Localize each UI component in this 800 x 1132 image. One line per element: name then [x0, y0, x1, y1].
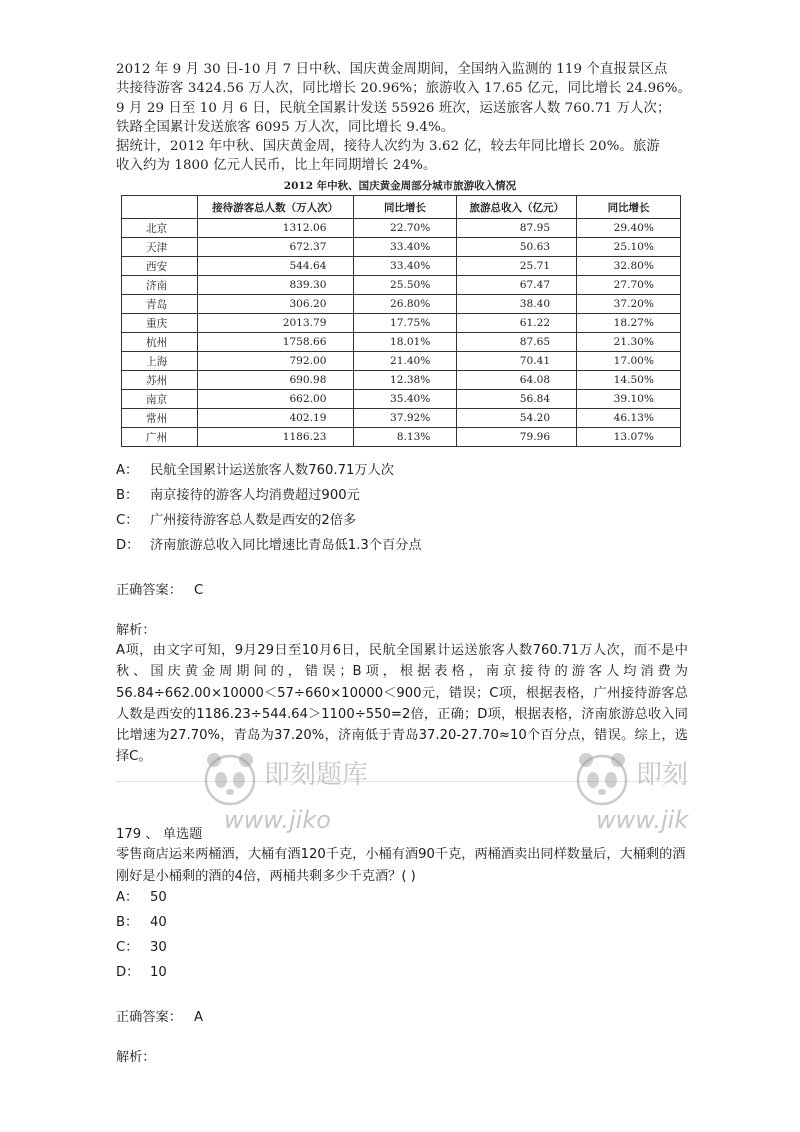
data-table: [121, 195, 681, 447]
table-row: [122, 276, 681, 295]
value-cell: 32.80%: [577, 257, 681, 276]
value-cell: 18.27%: [577, 314, 681, 333]
passage-line: 9 月 29 日至 10 月 6 日，民航全国累计发送 55926 班次，运送旅客人数 760.71 万人次；: [116, 100, 671, 116]
answer-label: 正确答案：: [116, 1010, 182, 1025]
value-cell: 21.30%: [577, 333, 681, 352]
passage-line: 铁路全国累计发送旅客 6095 万人次，同比增长 9.4%。: [116, 119, 455, 135]
value-cell: 67.47: [457, 276, 577, 295]
value-cell: 662.00: [197, 390, 353, 409]
city-cell: 重庆: [122, 314, 198, 333]
option-label: C：: [116, 513, 139, 528]
value-cell: 38.40: [457, 295, 577, 314]
table-row: [122, 314, 681, 333]
value-cell: 17.00%: [577, 352, 681, 371]
table-row: [122, 238, 681, 257]
option-text: 民航全国累计运送旅客人数760.71万人次: [150, 463, 394, 478]
watermark-brand: 即刻题库: [264, 760, 369, 790]
option-a[interactable]: [116, 888, 167, 908]
question-number: 179: [116, 827, 142, 842]
option-d[interactable]: [116, 963, 167, 983]
option-label: B：: [116, 915, 139, 930]
table-row: [122, 352, 681, 371]
correct-answer: [116, 1006, 203, 1025]
city-cell: 杭州: [122, 333, 198, 352]
table-header-cell: 同比增长: [353, 196, 457, 219]
table-header-cell: 同比增长: [577, 196, 681, 219]
value-cell: 87.95: [457, 219, 577, 238]
value-cell: 33.40%: [353, 238, 457, 257]
value-cell: 46.13%: [577, 409, 681, 428]
passage-line: 2012 年 9 月 30 日-10 月 7 日中秋、国庆黄金周期间，全国纳入监测的 119 个直报景区点: [116, 62, 668, 77]
city-cell: 南京: [122, 390, 198, 409]
city-cell: 西安: [122, 257, 198, 276]
value-cell: 18.01%: [353, 333, 457, 352]
value-cell: 29.40%: [577, 219, 681, 238]
value-cell: 14.50%: [577, 371, 681, 390]
city-cell: 北京: [122, 219, 198, 238]
value-cell: 792.00: [197, 352, 353, 371]
value-cell: 37.20%: [577, 295, 681, 314]
city-cell: 苏州: [122, 371, 198, 390]
option-d[interactable]: [116, 536, 422, 556]
option-c[interactable]: [116, 511, 356, 531]
value-cell: 690.98: [197, 371, 353, 390]
value-cell: 12.38%: [353, 371, 457, 390]
analysis-label: 解析：: [116, 623, 156, 638]
value-cell: 50.63: [457, 238, 577, 257]
answer-label: 正确答案：: [116, 583, 182, 598]
passage-line: 共接待游客 3424.56 万人次，同比增长 20.96%；旅游收入 17.65 亿元，同比增长 24.96%。: [116, 81, 692, 97]
table-title: 2012 年中秋、国庆黄金周部分城市旅游收入情况: [283, 180, 517, 192]
option-text: 广州接待游客总人数是西安的2倍多: [150, 513, 357, 528]
value-cell: 54.20: [457, 409, 577, 428]
correct-answer: [116, 579, 203, 598]
value-cell: 672.37: [197, 238, 353, 257]
value-cell: 306.20: [197, 295, 353, 314]
value-cell: 17.75%: [353, 314, 457, 333]
value-cell: 39.10%: [577, 390, 681, 409]
option-text: 30: [150, 940, 167, 955]
watermark-brand: 即刻: [636, 760, 689, 790]
table-header-row: [122, 196, 681, 219]
city-cell: 青岛: [122, 295, 198, 314]
option-a[interactable]: [116, 461, 394, 481]
table-row: [122, 295, 681, 314]
option-c[interactable]: [116, 938, 167, 958]
table-header-cell: [122, 196, 198, 219]
value-cell: 26.80%: [353, 295, 457, 314]
value-cell: 37.92%: [353, 409, 457, 428]
question-type: 单选题: [162, 827, 203, 842]
option-b[interactable]: [116, 913, 167, 933]
question-header: [116, 823, 202, 842]
value-cell: 25.50%: [353, 276, 457, 295]
table-row: [122, 409, 681, 428]
question-stem: 零售商店运来两桶酒，大桶有酒120千克，小桶有酒90千克，两桶酒卖出同样数量后，大桶剩的酒刚好是小桶剩的酒的4倍，两桶共剩多少千克酒？( ): [116, 847, 686, 884]
passage: [116, 60, 696, 176]
value-cell: 25.10%: [577, 238, 681, 257]
option-label: A：: [116, 890, 139, 905]
value-cell: 21.40%: [353, 352, 457, 371]
table-row: [122, 371, 681, 390]
option-text: 南京接待的游客人均消费超过900元: [150, 488, 360, 503]
value-cell: 79.96: [457, 428, 577, 447]
table-row: [122, 390, 681, 409]
option-text: 10: [150, 965, 167, 980]
table-row: [122, 428, 681, 447]
value-cell: 70.41: [457, 352, 577, 371]
option-label: D：: [116, 538, 140, 553]
table-header-cell: 旅游总收入（亿元）: [457, 196, 577, 219]
question-sep: 、: [145, 827, 159, 842]
table-row: [122, 257, 681, 276]
divider: [116, 781, 688, 782]
table-header-cell: 接待游客总人数（万人次）: [197, 196, 353, 219]
value-cell: 25.71: [457, 257, 577, 276]
option-label: A：: [116, 463, 139, 478]
city-cell: 广州: [122, 428, 198, 447]
option-text: 济南旅游总收入同比增速比青岛低1.3个百分点: [150, 538, 422, 553]
table-row: [122, 219, 681, 238]
table-row: [122, 333, 681, 352]
passage-line: 收入约为 1800 亿元人民币，比上年同期增长 24%。: [116, 158, 437, 174]
option-label: C：: [116, 940, 139, 955]
option-text: 50: [150, 890, 167, 905]
value-cell: 61.22: [457, 314, 577, 333]
watermark-url: www.jik: [596, 806, 689, 834]
value-cell: 27.70%: [577, 276, 681, 295]
answer-value: A: [193, 1010, 203, 1025]
value-cell: 2013.79: [197, 314, 353, 333]
value-cell: 56.84: [457, 390, 577, 409]
value-cell: 544.64: [197, 257, 353, 276]
city-cell: 常州: [122, 409, 198, 428]
value-cell: 1186.23: [197, 428, 353, 447]
value-cell: 1312.06: [197, 219, 353, 238]
city-cell: 天津: [122, 238, 198, 257]
value-cell: 35.40%: [353, 390, 457, 409]
analysis-label: 解析：: [116, 1050, 156, 1065]
analysis-text: A项，由文字可知，9月29日至10月6日，民航全国累计运送旅客人数760.71万人次，而不是中秋、国庆黄金周期间的，错误；B项，根据表格，南京接待的游客人均消费为56.84÷662.00×10000＜57÷660×10000＜900元，错误；C项，根据表格，广州接待游客总人数是西安的1186.23÷544.64＞1100÷550=2倍，正确；D项，根据表格，济南旅游总收入同比增速为27.70%，青岛为37.20%，济南低于青岛37.20-27.70≈10个百分点，错误。综上，选择C。: [116, 643, 688, 765]
value-cell: 33.40%: [353, 257, 457, 276]
option-label: B：: [116, 488, 139, 503]
value-cell: 13.07%: [577, 428, 681, 447]
passage-line: 据统计，2012 年中秋、国庆黄金周，接待人次约为 3.62 亿，较去年同比增长 20%。旅游: [116, 139, 660, 155]
city-cell: 济南: [122, 276, 198, 295]
city-cell: 上海: [122, 352, 198, 371]
value-cell: 402.19: [197, 409, 353, 428]
answer-value: C: [193, 583, 204, 598]
value-cell: 87.65: [457, 333, 577, 352]
value-cell: 839.30: [197, 276, 353, 295]
option-text: 40: [150, 915, 167, 930]
watermark-url: www.jiko: [224, 806, 331, 834]
value-cell: 22.70%: [353, 219, 457, 238]
value-cell: 64.08: [457, 371, 577, 390]
value-cell: 8.13%: [353, 428, 457, 447]
option-b[interactable]: [116, 486, 360, 506]
option-label: D：: [116, 965, 140, 980]
value-cell: 1758.66: [197, 333, 353, 352]
